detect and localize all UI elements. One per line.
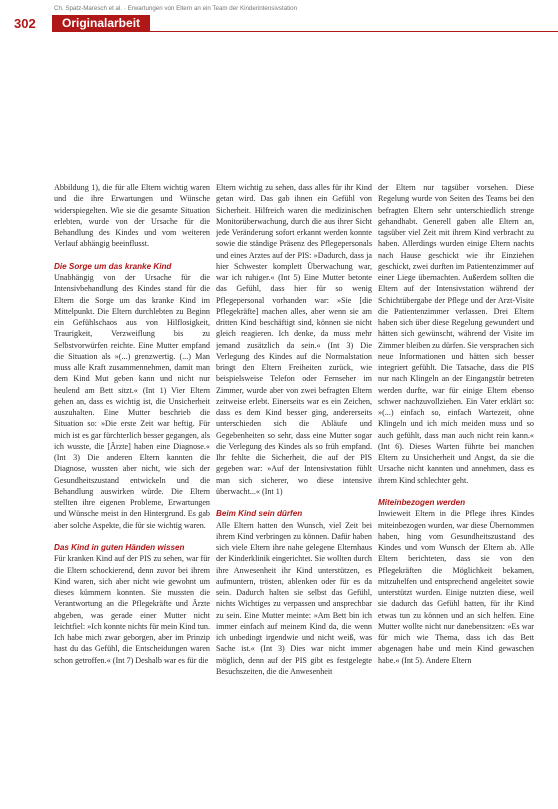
body-paragraph: Für kranken Kind auf der PIS zu sehen, war für die Eltern schockierend, denn zuvor bei ihrem Kind waren, sich aber nicht wie gewohnt um dieses kümmern konnten. Sie mussten die Verantwortung an die Pflegekräfte und Ärzte abgeben, was gerade einer Mutter nicht leichtfiel: »Ich konnte nichts für mein Kind tun. Ich habe mich zwar geborgen, aber im Prinzip hast du das Gefühl, die Entscheidungen waren schon getroffen.« (Int 7) Deshalb war es für die (54, 554, 210, 665)
text-column-1 (54, 182, 210, 807)
section-heading: Das Kind in guten Händen wissen (54, 543, 185, 552)
page-header (0, 15, 558, 32)
body-paragraph: Unabhängig von der Ursache für die Intensivbehandlung des Kindes stand für die Eltern die Sorge um das kranke Kind im Mittelpunkt. Die Eltern durchlebten zu Beginn ein Gefühlschaos aus von Hilflosigkeit, Traurigkeit, Verzweiflung bis zu Selbstvorwürfen reichte. Eine Mutter empfand die Situation als »(...) grenzwertig. (...) Man muss alle Kraft zusammennehmen, damit man dem Kind Mut geben kann und nicht nur heulend am Bett sitzt.« (Int 1) Vier Eltern gehen an, dass es wichtig ist, die Unsicherheit auszuhalten. Eine Mutter beschrieb die Situation so: »Die erste Zeit war heftig. Für mich ist es gar fürchterlich besser gegangen, als ich wusste, die [Ärzte] haben eine Diagnose.« (Int 3) Die anderen Eltern kannten die Diagnose, wussten aber nicht, wie sich der Gesundheitszustand entwickeln und die Behandlung auswirken würde. Die Eltern stellten ihre eigenen Probleme, Erwartungen und Wünsche meist in den Hintergrund. Es gab aber solche Aspekte, die für sie wichtig waren. (54, 273, 210, 530)
body-paragraph: Eltern wichtig zu sehen, dass alles für ihr Kind getan wird. Das gab ihnen ein Gefühl von Sicherheit. Hilfreich waren die medizinischen Monitorüberwachung, durch die aus ihrer Sicht jede Veränderung sofort erkannt werden konnte sowie die ständige Präsenz des Pflegepersonals und eines Arztes auf der PIS: »Dadurch, dass ja hier Schwester komplett Überwachung war, war ich ruhiger.« (Int 5) Eine Mutter betonte das Gefühl, dass hier für so wenig Pflegepersonal vorhanden war: »Sie [die Pflegekräfte] machen alles, aber wenn sie am dritten Kind beschäftigt sind, können sie nicht gleich reagieren. Ich denke, da muss mehr jemand zusätzlich da sein.« (Int 3) Die Verlegung des Kindes auf die Normalstation bringt den Eltern Freiheiten zurück, wie beispielsweise Telefon oder Fernseher im Zimmer, wurde aber von zwei befragten Eltern zeitweise erlebt. Einerseits war es ein Zeichen, dass es dem Kind besser ging, andererseits unterschieden sich die Abläufe und Gegebenheiten so sehr, dass eine Mutter sogar die Verlegung des Kindes als so früh empfand. Ihr fehlte die Sicherheit, die auf der PIS gegeben war: »Auf der Intensivstation fühlt man sich sicherer, wo diese intensive überwacht...« (Int 1) (216, 183, 372, 496)
body-paragraph: Inwieweit Eltern in die Pflege ihres Kindes miteinbezogen wurden, war diese Übernommen haben, hing vom Gesundheitszustand des Kindes und vom Wunsch der Eltern ab. Alle Eltern berichteten, dass sie von den Pflegekräften die Möglichkeit bekamen, mitzuhelfen und entsprechend angeleitet sowie unterstützt wurden. Einige nutzten diese, weil sie dadurch das Gefühl hatten, für ihr Kind etwas tun zu können und an sich helfen. Eine Mutter wollte nicht nur danebensitzen: »Es war für mich wie Thema, dass ich das Bett abgenagen habe und mein Kind gewaschen habe.« (Int 5). Andere Eltern (378, 509, 534, 665)
text-column-3 (378, 182, 534, 807)
section-heading: Beim Kind sein dürfen (216, 509, 303, 519)
body-paragraph: der Eltern nur tagsüber vorsehen. Diese Regelung wurde von Seiten des Teams bei den befragten Eltern sehr unterschiedlich strenge gehandhabt. Generell gaben alle Eltern an, tagsüber viel Zeit mit ihrem Kind verbracht zu haben. Allerdings wurden einige Eltern nachts nach Hause geschickt wie ihr Einziehen geschickt, zwei durften im Patientenzimmer auf einer Liege übernachten. Außerdem sollten die Eltern auf der Intensivstation während der Schichtübergabe der Pflege und der Arzt-Visite die Patientenzimmer verlassen. Drei Eltern haben sich über diese Regelung gewundert und hätten sich gewünscht, während der Visite im Zimmer bleiben zu dürfen. Sie versprachen sich neue Informationen und hätten sich besser integriert gefühlt. Die Tatsache, dass die PIS nur nach Klingeln an der Eingangstür betreten werden durfte, war für einige Eltern ebenso schwer nachzuvollziehen. Ein Vater erklärt so: »(...) einfach so, einfach Wartezeit, ohne Klingeln und ich mich meiden muss und so auch gefühlt, dass man auch nicht rein kann.« (Int 6). Dieses Warten führte bei manchen Eltern zu Unsicherheit und Angst, da sie die Ursache nicht kannten und annehmen, dass es ihrem Kind schlechter geht. (378, 183, 534, 485)
header-rule (52, 31, 558, 32)
section-heading: Die Sorge um das kranke Kind (54, 261, 172, 271)
running-head: Ch. Spatz-Maresch et al. · Erwartungen von Eltern an ein Team der Kinderintensivstation (54, 5, 298, 12)
section-label: Originalarbeit (52, 15, 150, 32)
body-paragraph: Alle Eltern hatten den Wunsch, viel Zeit bei ihrem Kind verbringen zu können. Dafür haben sich viele Eltern ihre nahe gelegene Elternhaus der Kinderklinik eingerichtet. Sie wollten durch ihre Anwesenheit ihr Kind unterstützen, es aufmuntern, trösten, ablenken oder für es da sein. Dadurch halten sie selbst das Gefühl, nichts Wichtiges zu verpassen und ansprechbar zu sein. Eine Mutter meinte: »Am Bett bin ich immer einfach auf meinem Kind da, die wenn ich unbedingt irgendwie und nicht weiß, was Sache ist.« (Int 3) Dies war nicht immer möglich, denn auf der PIS gibt es festgelegte Besuchszeiten, die die Anwesenheit (216, 520, 372, 676)
page-number: 302 (14, 16, 36, 31)
text-column-2 (216, 182, 372, 807)
section-heading: Miteinbezogen werden (378, 498, 466, 507)
body-paragraph: Abbildung 1), die für alle Eltern wichtig waren und die ihre Erwartungen und Wünsche widerspiegelten. Wie sie die gesamte Situation erlebten, wurde von der Ursache für die Behandlung des Kindes und vom weiteren Verlauf abhängig beeinflusst. (54, 183, 210, 249)
